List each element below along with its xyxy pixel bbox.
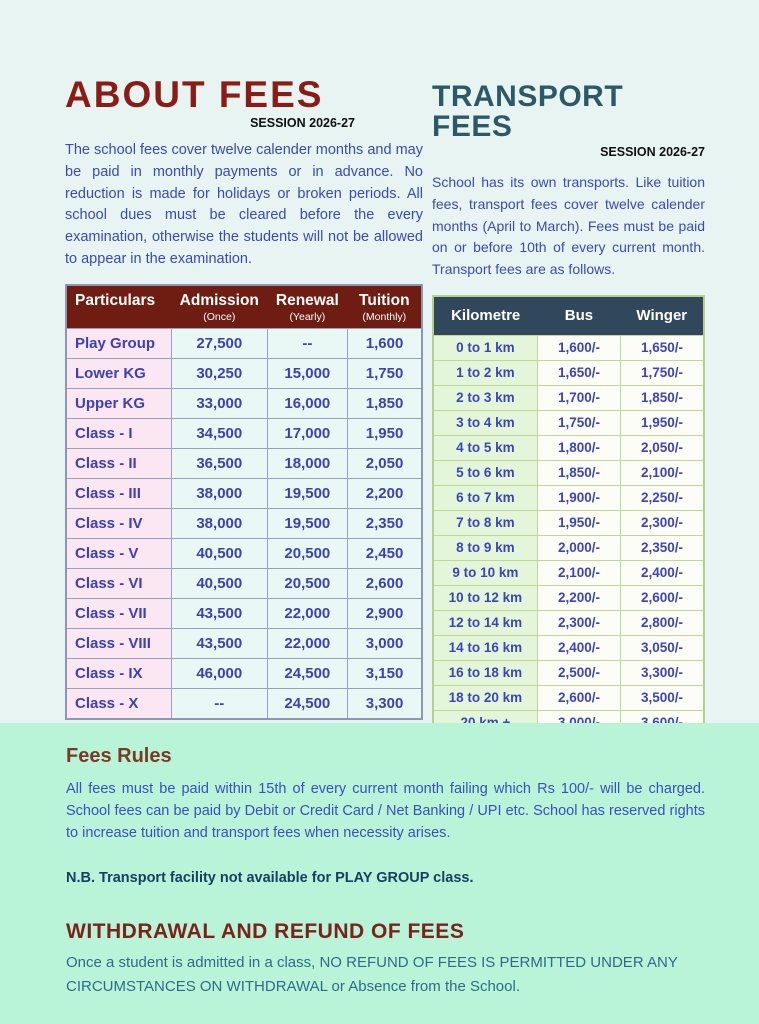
transport-row bbox=[433, 485, 704, 510]
transport-row bbox=[433, 585, 704, 610]
fees-row-particulars: Class - II bbox=[66, 448, 172, 478]
fees-row-renewal: 19,500 bbox=[267, 478, 348, 508]
transport-row-winger: 3,500/- bbox=[621, 685, 704, 710]
transport-row-bus: 1,850/- bbox=[537, 460, 620, 485]
transport-row bbox=[433, 435, 704, 460]
transport-row-kilometre: 1 to 2 km bbox=[433, 360, 537, 385]
fees-row bbox=[66, 358, 422, 388]
transport-header-kilometre: Kilometre bbox=[433, 296, 537, 336]
fees-row-tuition: 2,600 bbox=[348, 568, 422, 598]
fees-row-admission: 34,500 bbox=[172, 418, 268, 448]
fees-row bbox=[66, 388, 422, 418]
transport-row bbox=[433, 610, 704, 635]
fees-row-particulars: Class - X bbox=[66, 688, 172, 719]
transport-row-bus: 1,900/- bbox=[537, 485, 620, 510]
fees-row-tuition: 1,850 bbox=[348, 388, 422, 418]
fees-row-admission: 38,000 bbox=[172, 478, 268, 508]
fees-row-tuition: 2,350 bbox=[348, 508, 422, 538]
fees-row bbox=[66, 688, 422, 719]
fees-row bbox=[66, 448, 422, 478]
transport-header-bus: Bus bbox=[537, 296, 620, 336]
fees-row-admission: 43,500 bbox=[172, 598, 268, 628]
fees-header-admission bbox=[172, 285, 268, 329]
fees-row-particulars: Lower KG bbox=[66, 358, 172, 388]
transport-row bbox=[433, 335, 704, 360]
fees-row-particulars: Class - IV bbox=[66, 508, 172, 538]
fees-row-renewal: 19,500 bbox=[267, 508, 348, 538]
fees-row-admission: 43,500 bbox=[172, 628, 268, 658]
fees-header-tuition-sublabel: (Monthly) bbox=[362, 310, 407, 323]
transport-row bbox=[433, 635, 704, 660]
fees-row-renewal: 22,000 bbox=[267, 628, 348, 658]
transport-row-winger: 1,750/- bbox=[621, 360, 704, 385]
fees-header-renewal bbox=[267, 285, 348, 329]
fees-row bbox=[66, 598, 422, 628]
fees-row-tuition: 3,150 bbox=[348, 658, 422, 688]
transport-row-kilometre: 2 to 3 km bbox=[433, 385, 537, 410]
fees-row-renewal: 15,000 bbox=[267, 358, 348, 388]
fees-header-row bbox=[66, 285, 422, 329]
transport-row bbox=[433, 410, 704, 435]
transport-row-kilometre: 3 to 4 km bbox=[433, 410, 537, 435]
transport-row bbox=[433, 560, 704, 585]
fees-row-renewal: 20,500 bbox=[267, 568, 348, 598]
transport-row-kilometre: 10 to 12 km bbox=[433, 585, 537, 610]
fees-header-renewal-label: Renewal bbox=[275, 291, 339, 309]
transport-fees-title: TRANSPORT FEES bbox=[432, 80, 624, 143]
fees-row-admission: 38,000 bbox=[172, 508, 268, 538]
fees-header-tuition-label: Tuition bbox=[359, 291, 410, 309]
transport-row-bus: 2,400/- bbox=[537, 635, 620, 660]
fees-row-admission: 46,000 bbox=[172, 658, 268, 688]
fees-row-tuition: 3,300 bbox=[348, 688, 422, 719]
transport-row-winger: 1,950/- bbox=[621, 410, 704, 435]
transport-row bbox=[433, 685, 704, 710]
fees-header-admission-label: Admission bbox=[179, 291, 259, 309]
transport-row-bus: 1,750/- bbox=[537, 410, 620, 435]
transport-row-winger: 2,100/- bbox=[621, 460, 704, 485]
fees-row-tuition: 2,450 bbox=[348, 538, 422, 568]
transport-row-bus: 1,800/- bbox=[537, 435, 620, 460]
about-fees-column bbox=[65, 0, 423, 723]
transport-row-bus: 1,950/- bbox=[537, 510, 620, 535]
transport-table-body bbox=[433, 335, 704, 736]
fees-rules-paragraph: All fees must be paid within 15th of every current month failing which Rs 100/- will be charged. School fees can be paid by Debit or Credit Card / Net Banking / UPI etc. School has reserved rights to increase tuition and transport fees when necessity arises. bbox=[66, 781, 705, 841]
transport-row-bus: 2,000/- bbox=[537, 535, 620, 560]
fees-row-admission: 30,250 bbox=[172, 358, 268, 388]
transport-row-winger: 2,350/- bbox=[621, 535, 704, 560]
transport-row-kilometre: 6 to 7 km bbox=[433, 485, 537, 510]
fees-row-renewal: 24,500 bbox=[267, 658, 348, 688]
transport-fees-column bbox=[432, 0, 705, 723]
transport-row-kilometre: 9 to 10 km bbox=[433, 560, 537, 585]
transport-row-kilometre: 5 to 6 km bbox=[433, 460, 537, 485]
transport-row-kilometre: 18 to 20 km bbox=[433, 685, 537, 710]
transport-row-bus: 2,600/- bbox=[537, 685, 620, 710]
about-fees-heading-block bbox=[65, 76, 355, 130]
transport-row bbox=[433, 535, 704, 560]
transport-row bbox=[433, 660, 704, 685]
transport-row-winger: 1,850/- bbox=[621, 385, 704, 410]
school-fees-table bbox=[65, 284, 423, 720]
transport-row-winger: 2,800/- bbox=[621, 610, 704, 635]
fees-row bbox=[66, 538, 422, 568]
transport-header-winger: Winger bbox=[621, 296, 704, 336]
about-fees-title: ABOUT FEES bbox=[65, 74, 324, 115]
school-fees-table-header bbox=[66, 285, 422, 329]
transport-session-label: SESSION 2026-27 bbox=[600, 145, 705, 159]
fees-row-renewal: 24,500 bbox=[267, 688, 348, 719]
transport-row bbox=[433, 460, 704, 485]
transport-row-winger: 2,250/- bbox=[621, 485, 704, 510]
fees-row-renewal: -- bbox=[267, 328, 348, 358]
transport-fees-paragraph: School has its own transports. Like tuition fees, transport fees cover twelve calender months (April to March). Fees must be paid on or before 10th of every current month. Transport fees are as follows. bbox=[432, 174, 705, 278]
fees-row bbox=[66, 628, 422, 658]
fees-row-renewal: 18,000 bbox=[267, 448, 348, 478]
fees-row-admission: -- bbox=[172, 688, 268, 719]
fees-row-tuition: 1,750 bbox=[348, 358, 422, 388]
fees-header-renewal-sublabel: (Yearly) bbox=[289, 310, 326, 323]
transport-row-winger: 2,300/- bbox=[621, 510, 704, 535]
transport-row-bus: 2,200/- bbox=[537, 585, 620, 610]
transport-row-winger: 2,050/- bbox=[621, 435, 704, 460]
fees-row-renewal: 20,500 bbox=[267, 538, 348, 568]
fees-row-tuition: 3,000 bbox=[348, 628, 422, 658]
fees-row-admission: 40,500 bbox=[172, 568, 268, 598]
transport-row-bus: 1,600/- bbox=[537, 335, 620, 360]
fees-row bbox=[66, 508, 422, 538]
transport-header-row bbox=[433, 296, 704, 336]
fees-row bbox=[66, 658, 422, 688]
fees-row-particulars: Class - VI bbox=[66, 568, 172, 598]
fees-row-particulars: Class - III bbox=[66, 478, 172, 508]
fees-row-tuition: 2,050 bbox=[348, 448, 422, 478]
school-fees-table-body bbox=[66, 328, 422, 719]
fees-row-tuition: 2,200 bbox=[348, 478, 422, 508]
transport-row-kilometre: 7 to 8 km bbox=[433, 510, 537, 535]
fees-header-particulars-label: Particulars bbox=[75, 291, 156, 309]
fees-row-particulars: Class - I bbox=[66, 418, 172, 448]
transport-row-bus: 1,700/- bbox=[537, 385, 620, 410]
fees-row-particulars: Class - VIII bbox=[66, 628, 172, 658]
transport-row-kilometre: 16 to 18 km bbox=[433, 660, 537, 685]
transport-row-kilometre: 8 to 9 km bbox=[433, 535, 537, 560]
transport-fees-heading-block bbox=[432, 82, 705, 159]
fees-row-particulars: Play Group bbox=[66, 328, 172, 358]
transport-row-winger: 3,300/- bbox=[621, 660, 704, 685]
transport-table-header bbox=[433, 296, 704, 336]
fees-row-renewal: 16,000 bbox=[267, 388, 348, 418]
fees-header-tuition bbox=[348, 285, 422, 329]
fees-row-renewal: 17,000 bbox=[267, 418, 348, 448]
transport-row-kilometre: 14 to 16 km bbox=[433, 635, 537, 660]
fees-row-particulars: Class - VII bbox=[66, 598, 172, 628]
transport-row bbox=[433, 360, 704, 385]
transport-row-kilometre: 12 to 14 km bbox=[433, 610, 537, 635]
fees-row-renewal: 22,000 bbox=[267, 598, 348, 628]
transport-note: N.B. Transport facility not available for PLAY GROUP class. bbox=[66, 870, 474, 886]
fees-row-tuition: 1,600 bbox=[348, 328, 422, 358]
withdrawal-paragraph: Once a student is admitted in a class, NO REFUND OF FEES IS PERMITTED UNDER ANY CIRCUMSTANCES ON WITHDRAWAL or Absence from the School. bbox=[66, 954, 678, 995]
transport-row-kilometre: 4 to 5 km bbox=[433, 435, 537, 460]
fees-row-particulars: Upper KG bbox=[66, 388, 172, 418]
fees-row bbox=[66, 568, 422, 598]
transport-fees-table bbox=[432, 295, 705, 737]
transport-row-bus: 2,100/- bbox=[537, 560, 620, 585]
fees-row-admission: 40,500 bbox=[172, 538, 268, 568]
fees-row-admission: 36,500 bbox=[172, 448, 268, 478]
fees-row-tuition: 1,950 bbox=[348, 418, 422, 448]
about-session-label: SESSION 2026-27 bbox=[250, 116, 355, 130]
withdrawal-title: WITHDRAWAL AND REFUND OF FEES bbox=[66, 920, 465, 943]
fees-row bbox=[66, 328, 422, 358]
transport-row bbox=[433, 510, 704, 535]
transport-row-winger: 2,400/- bbox=[621, 560, 704, 585]
fees-row-admission: 33,000 bbox=[172, 388, 268, 418]
fees-rules-title: Fees Rules bbox=[66, 745, 172, 767]
transport-row-winger: 2,600/- bbox=[621, 585, 704, 610]
fees-row-particulars: Class - V bbox=[66, 538, 172, 568]
transport-row-kilometre: 0 to 1 km bbox=[433, 335, 537, 360]
about-fees-paragraph: The school fees cover twelve calender months and may be paid in monthly payments or in advance. No reduction is made for holidays or broken periods. All school dues must be cleared before the every examination, otherwise the students will not be allowed to appear in the examination. bbox=[65, 142, 423, 267]
fees-rules-section bbox=[0, 723, 759, 1024]
transport-row-winger: 1,650/- bbox=[621, 335, 704, 360]
fees-row-admission: 27,500 bbox=[172, 328, 268, 358]
transport-row-bus: 2,300/- bbox=[537, 610, 620, 635]
transport-row-bus: 2,500/- bbox=[537, 660, 620, 685]
fees-header-admission-sublabel: (Once) bbox=[203, 310, 236, 323]
transport-row-winger: 3,050/- bbox=[621, 635, 704, 660]
fees-row bbox=[66, 478, 422, 508]
fees-row bbox=[66, 418, 422, 448]
fees-row-particulars: Class - IX bbox=[66, 658, 172, 688]
transport-row-bus: 1,650/- bbox=[537, 360, 620, 385]
fees-row-tuition: 2,900 bbox=[348, 598, 422, 628]
transport-row bbox=[433, 385, 704, 410]
fees-header-particulars bbox=[66, 285, 172, 329]
